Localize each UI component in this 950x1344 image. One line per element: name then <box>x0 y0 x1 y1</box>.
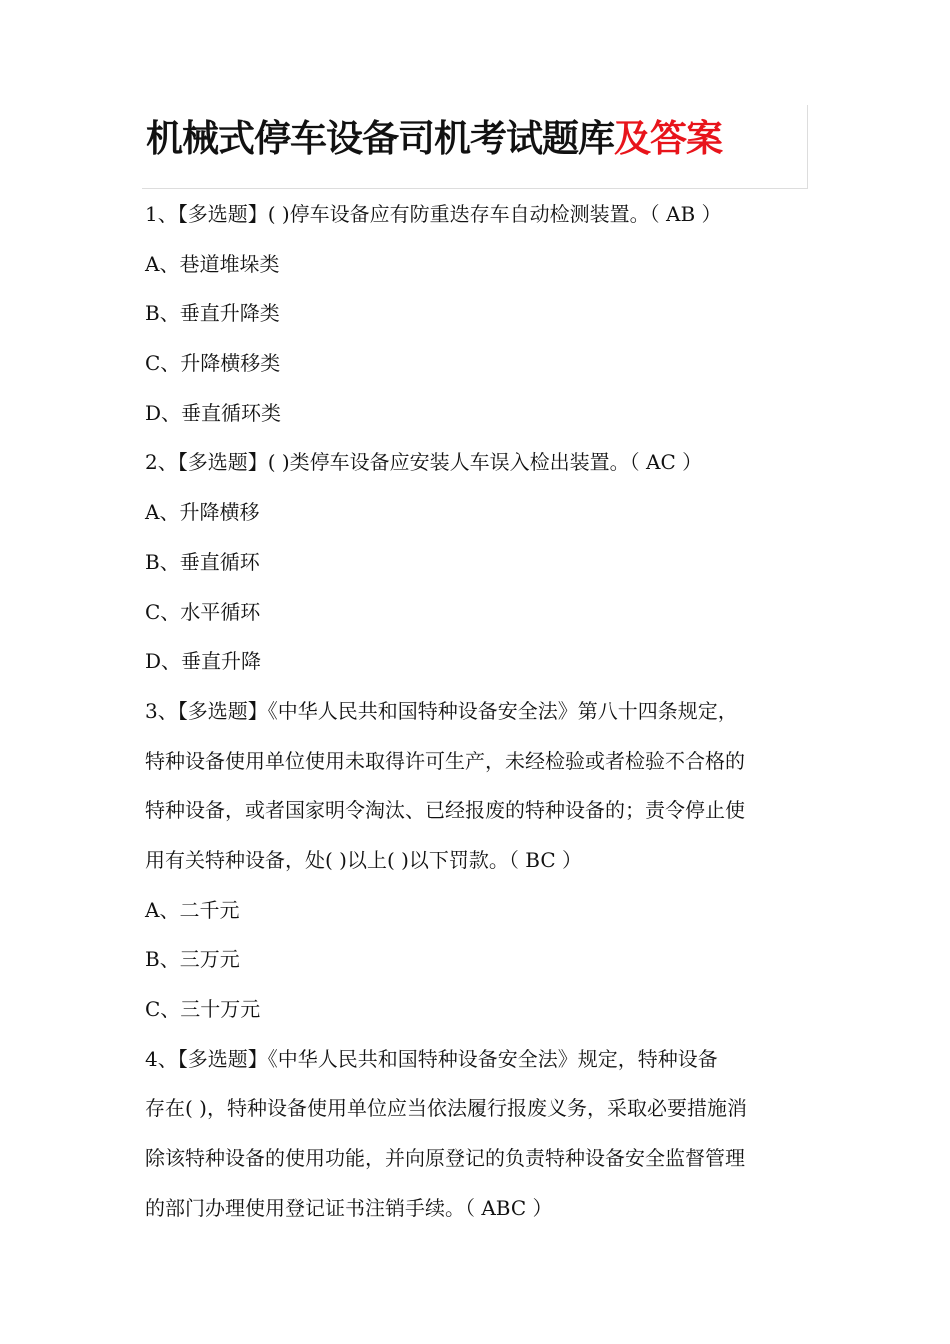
question-1-option-d: D、垂直循环类 <box>145 400 282 425</box>
question-1-line-1: 1、【多选题】( )停车设备应有防重迭存车自动检测装置。（ AB ） <box>145 202 722 226</box>
question-3-line-3: 特种设备，或者国家明令淘汰、已经报废的特种设备的；责令停止使 <box>145 798 745 823</box>
question-2-option-d: D、垂直升降 <box>145 649 262 674</box>
question-4-line-1: 4、【多选题】《中华人民共和国特种设备安全法》规定，特种设备 <box>145 1046 718 1071</box>
title-main: 机械式停车设备司机考试题库 <box>146 117 614 160</box>
question-3-option-c: C、三十万元 <box>145 997 261 1021</box>
page-title <box>146 108 722 162</box>
question-list <box>145 190 810 1233</box>
question-1-option-c: C、升降横移类 <box>145 351 281 376</box>
question-4-line-3: 除该特种设备的使用功能，并向原登记的负责特种设备安全监督管理 <box>145 1146 745 1171</box>
question-1-option-a: A、巷道堆垛类 <box>145 251 280 276</box>
question-4-line-2: 存在( )，特种设备使用单位应当依法履行报废义务，采取必要措施消 <box>145 1096 747 1121</box>
question-2-option-a: A、升降横移 <box>145 500 260 525</box>
question-1-option-b: B、垂直升降类 <box>145 301 280 326</box>
question-2-line-1: 2、【多选题】( )类停车设备应安装人车误入检出装置。（ AC ） <box>145 450 703 475</box>
question-3-option-a: A、二千元 <box>145 897 240 922</box>
question-3-line-4: 用有关特种设备，处( )以上( )以下罚款。（ BC ） <box>145 847 583 872</box>
question-3-line-2: 特种设备使用单位使用未取得许可生产，未经检验或者检验不合格的 <box>145 748 745 773</box>
question-3-line-1: 3、【多选题】《中华人民共和国特种设备安全法》第八十四条规定， <box>145 698 738 723</box>
question-4-line-4: 的部门办理使用登记证书注销手续。（ ABC ） <box>145 1195 553 1220</box>
question-3-option-b: B、三万元 <box>145 947 240 972</box>
question-2-option-c: C、水平循环 <box>145 599 261 624</box>
question-2-option-b: B、垂直循环 <box>145 549 260 574</box>
title-highlight: 及答案 <box>614 117 722 160</box>
